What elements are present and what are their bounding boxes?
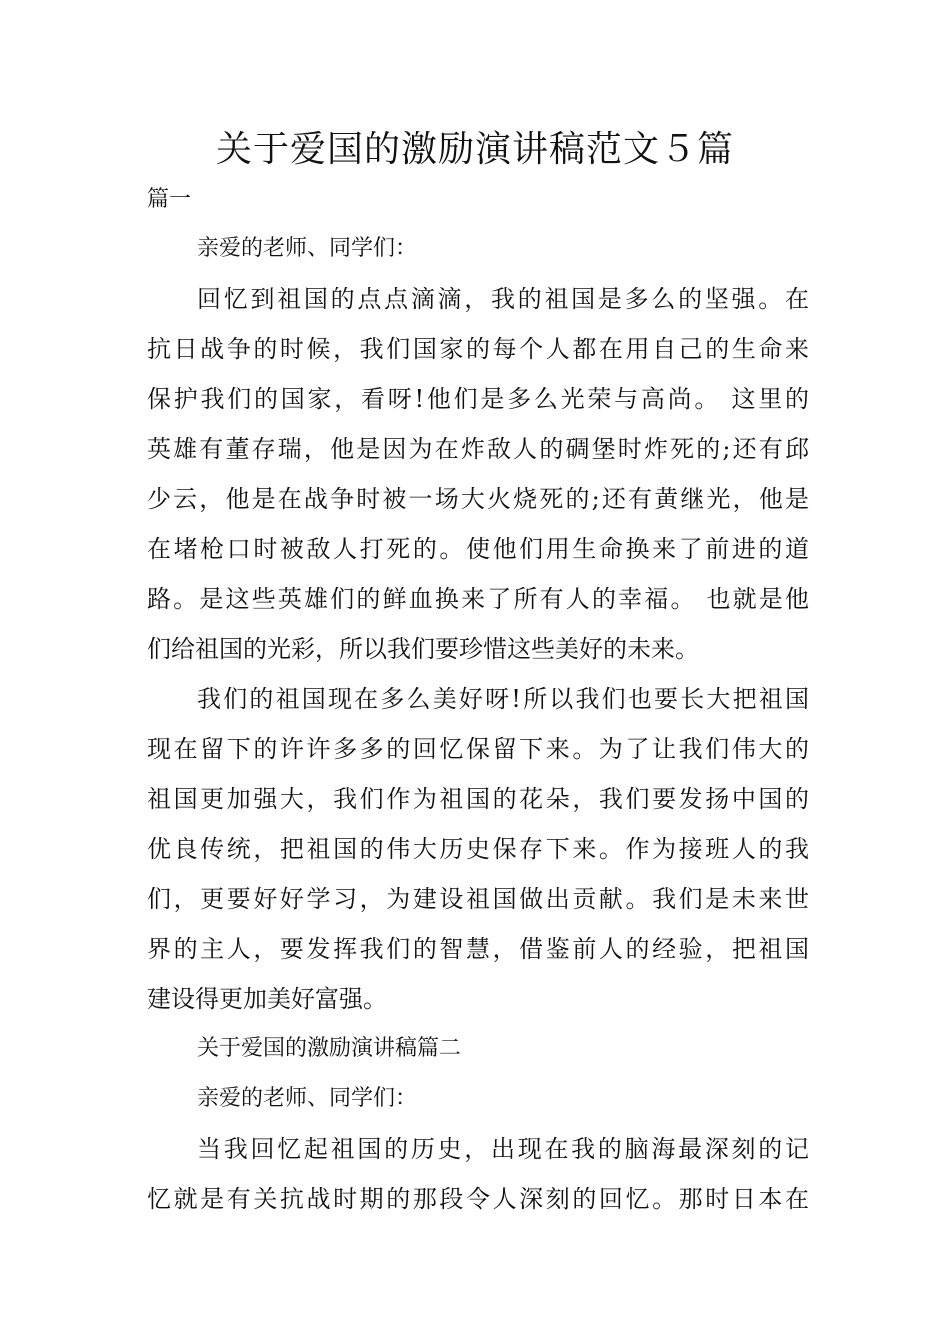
text-line: 抗日战争的时候，我们国家的每个人都在用自己的生命来 [147, 335, 809, 363]
document-body [147, 178, 809, 1224]
text-line: 当我回忆起祖国的历史，出现在我的脑海最深刻的记 [197, 1135, 809, 1163]
text-line: 少云，他是在战争时被一场大火烧死的;还有黄继光，他是 [147, 485, 809, 513]
text-line: 我们的祖国现在多么美好呀!所以我们也要长大把祖国 [197, 685, 809, 713]
text-line: 优良传统，把祖国的伟大历史保存下来。作为接班人的我 [147, 835, 809, 863]
text-line: 界的主人，要发挥我们的智慧，借鉴前人的经验，把祖国 [147, 935, 809, 963]
text-line: 忆就是有关抗战时期的那段令人深刻的回忆。那时日本在 [147, 1185, 809, 1213]
paragraph [147, 674, 809, 1024]
salutation: 亲爱的老师、同学们： [197, 236, 418, 261]
text-line: 保护我们的国家，看呀!他们是多么光荣与高尚。 这里的 [147, 385, 809, 413]
paragraph [147, 274, 809, 674]
text-line: 英雄有董存瑞，他是因为在炸敌人的碉堡时炸死的;还有邱 [147, 435, 809, 463]
text-line: 建设得更加美好富强。 [147, 985, 387, 1013]
salutation: 亲爱的老师、同学们： [197, 1086, 418, 1111]
paragraph [147, 1124, 809, 1224]
text-line: 祖国更加强大，我们作为祖国的花朵，我们要发扬中国的 [147, 785, 809, 813]
text-line: 们，更要好好学习，为建设祖国做出贡献。我们是未来世 [147, 885, 809, 913]
document-title: 关于爱国的激励演讲稿范文５篇 [215, 129, 734, 170]
section-label: 篇一 [147, 187, 192, 212]
text-line: 路。是这些英雄们的鲜血换来了所有人的幸福。 也就是他 [147, 585, 809, 613]
section-heading: 关于爱国的激励演讲稿篇二 [197, 1036, 462, 1061]
text-line: 回忆到祖国的点点滴滴，我的祖国是多么的坚强。在 [197, 285, 809, 313]
text-line: 在堵枪口时被敌人打死的。使他们用生命换来了前进的道 [147, 535, 809, 563]
text-line: 现在留下的许许多多的回忆保留下来。为了让我们伟大的 [147, 735, 809, 763]
text-line: 们给祖国的光彩，所以我们要珍惜这些美好的未来。 [147, 635, 699, 663]
